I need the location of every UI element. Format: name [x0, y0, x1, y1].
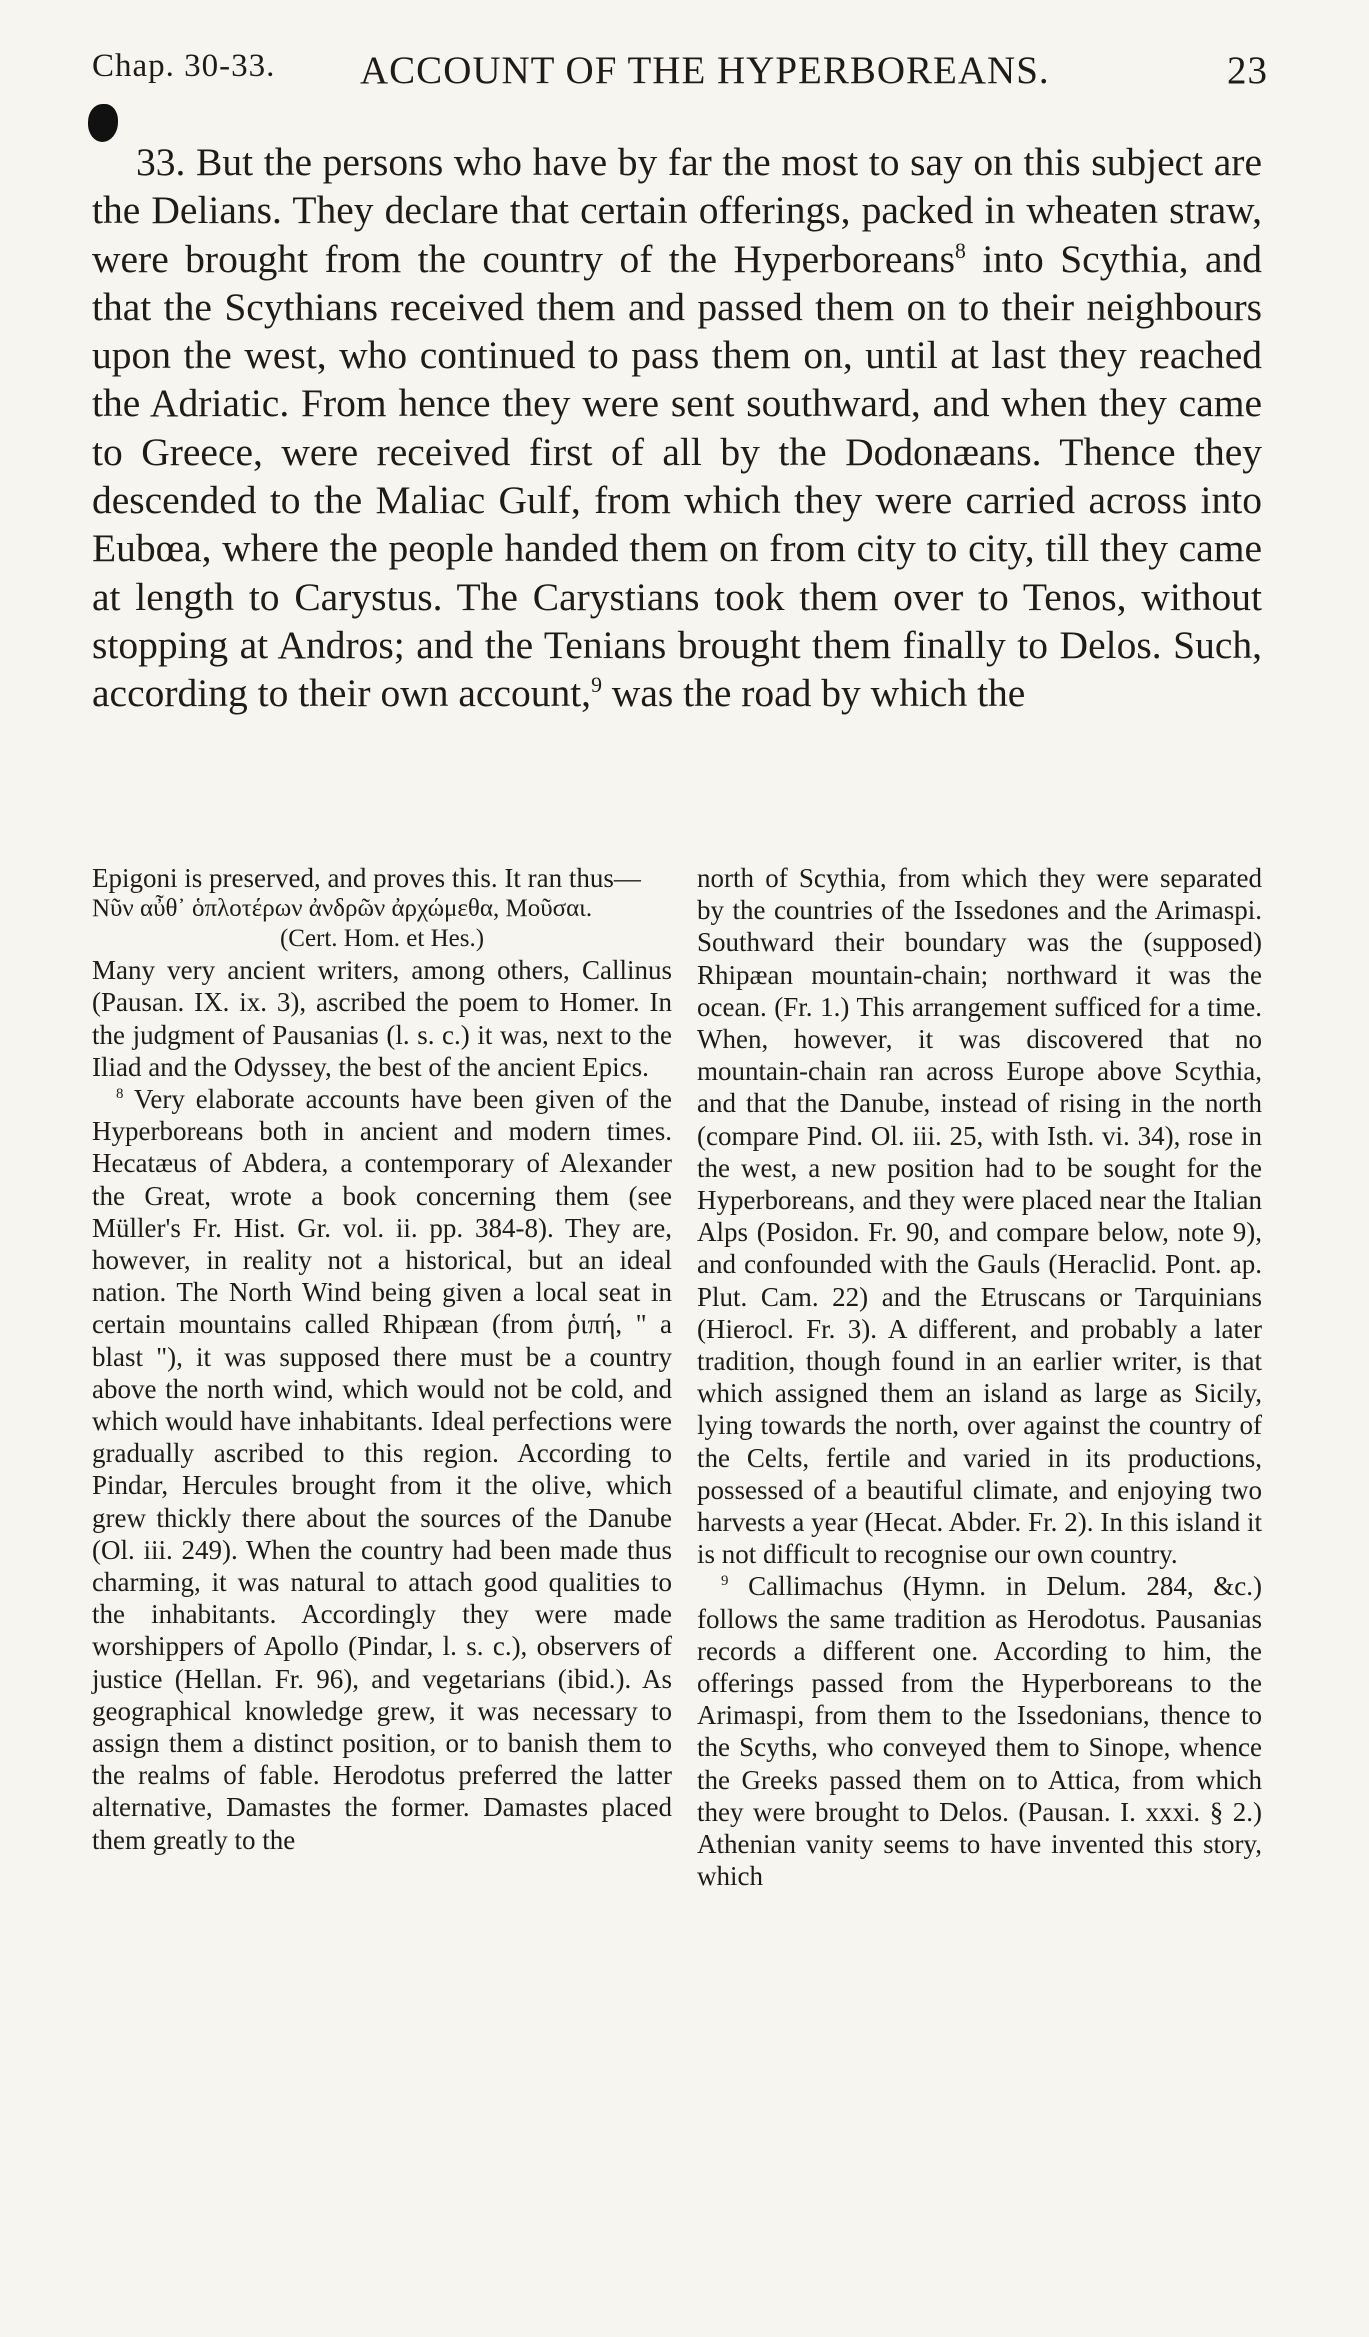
ink-blot-mark — [88, 104, 118, 142]
footnote-continuation: Epigoni is preserved, and proves this. It ran thus— — [92, 863, 641, 893]
footnote-8-text: Very elaborate accounts have been given of the Hyperboreans both in ancient and modern times. Hecatæus of Abdera, a contemporary of Alexander the Great, wrote a book concerning them (see Müller's Fr. Hist. Gr. vol. ii. pp. 384-8). They are, however, in reality not a historical, but an ideal nation. The North Wind being given a local seat in certain mountains called Rhipæan (from ῥιπή, " a blast "), it was supposed there must be a country above the north wind, which would not be cold, and which would have inhabitants. Ideal perfections were gradually ascribed to this region. According to Pindar, Hercules brought from it the olive, which grew thickly there about the sources of the Danube (Ol. iii. 249). When the country had been made thus charming, it was natural to attach good qualities to the inhabitants. Accordingly they were made worshippers of Apollo (Pindar, l. s. c.), observers of justice (Hellan. Fr. 96), and vegetarians (ibid.). As geographical knowledge grew, it was necessary to assign them a distinct position, or to banish them to the realms of fable. Herodotus preferred the latter alternative, Damastes the former. Damastes placed them greatly to the — [92, 1084, 672, 1855]
section-33-paragraph — [92, 138, 1262, 718]
section-33-text: 33. But the persons who have by far the most to say on this subject are the Delians. They declare that certain offerings, packed in wheaten straw, were brought from the country of the Hyperboreans — [92, 140, 1262, 281]
footnote-paragraph: Many very ancient writers, among others, Callinus (Pausan. IX. ix. 3), ascribed the poem to Homer. In the judgment of Pausanias (l. s. c.) it was, next to the Iliad and the Odyssey, the best of the ancient Epics. — [92, 955, 672, 1082]
page-number: 23 — [1227, 49, 1268, 92]
footnote-9-text: Callimachus (Hymn. in Delum. 284, &c.) follows the same tradition as Herodotus. Pausanias records a different one. According to him, the offerings passed from the Hyperboreans to the Arimaspi, from them to the Issedonians, thence to the Scyths, who conveyed them to Sinope, whence the Greeks passed them on to Attica, from which they were brought to Delos. (Pausan. I. xxxi. § 2.) Athenian vanity seems to have invented this story, which — [697, 1571, 1262, 1892]
footnotes-right-column — [697, 862, 1262, 1893]
section-33-text-end: was the road by which the — [601, 671, 1026, 716]
footnote-8-marker: 8 — [116, 1086, 124, 1103]
footnote-8-continuation: north of Scythia, from which they were separated by the countries of the Issedones and the Arimaspi. Southward their boundary was the (supposed) Rhipæan mountain-chain; northward it was the ocean. (Fr. 1.) This arrangement sufficed for a time. When, however, it was discovered that no mountain-chain ran across Europe above Scythia, and that the Danube, instead of rising in the north (compare Pind. Ol. iii. 25, with Isth. vi. 34), rose in the west, a new position had to be sought for the Hyperboreans, and they were placed near the Italian Alps (Posidon. Fr. 90, and compare below, note 9), and confounded with the Gauls (Heraclid. Pont. ap. Plut. Cam. 22) and the Etruscans or Tarquinians (Hierocl. Fr. 3). A different, and probably a later tradition, though found in an earlier writer, is that which assigned them an island as large as Sicily, lying towards the north, over against the country of the Celts, fertile and varied in its productions, possessed of a beautiful climate, and enjoying two harvests a year (Hecat. Abder. Fr. 2). In this island it is not difficult to recognise our own country. — [697, 863, 1262, 1570]
chapter-reference: Chap. 30-33. — [92, 48, 276, 84]
footnote-9 — [697, 1570, 1262, 1892]
footnotes-left-column — [92, 862, 672, 1856]
footnote-8 — [92, 1083, 672, 1856]
main-text — [92, 138, 1262, 718]
page-title: ACCOUNT OF THE HYPERBOREANS. — [360, 49, 1050, 92]
footnote-ref-9: 9 — [591, 673, 602, 698]
footnote-9-marker: 9 — [721, 1573, 729, 1590]
greek-quotation: Νῦν αὖθ᾽ ὁπλοτέρων ἀνδρῶν ἀρχώμεθα, Μοῦσαι. — [92, 895, 593, 923]
footnote-ref-8: 8 — [955, 238, 966, 263]
quotation-source: (Cert. Hom. et Hes.) — [279, 925, 485, 953]
section-33-text-cont: into Scythia, and that the Scythians received them and passed them on to their neighbours upon the west, who continued to pass them on, until at last they reached the Adriatic. From hence they were sent southward, and when they came to Greece, were received first of all by the Dodonæans. Thence they descended to the Maliac Gulf, from which they were carried across into Eubœa, where the people handed them on from city to city, till they came at length to Carystus. The Carystians took them over to Tenos, without stopping at Andros; and the Tenians brought them finally to Delos. Such, according to their own account, — [92, 236, 1263, 716]
running-header — [92, 48, 1268, 98]
